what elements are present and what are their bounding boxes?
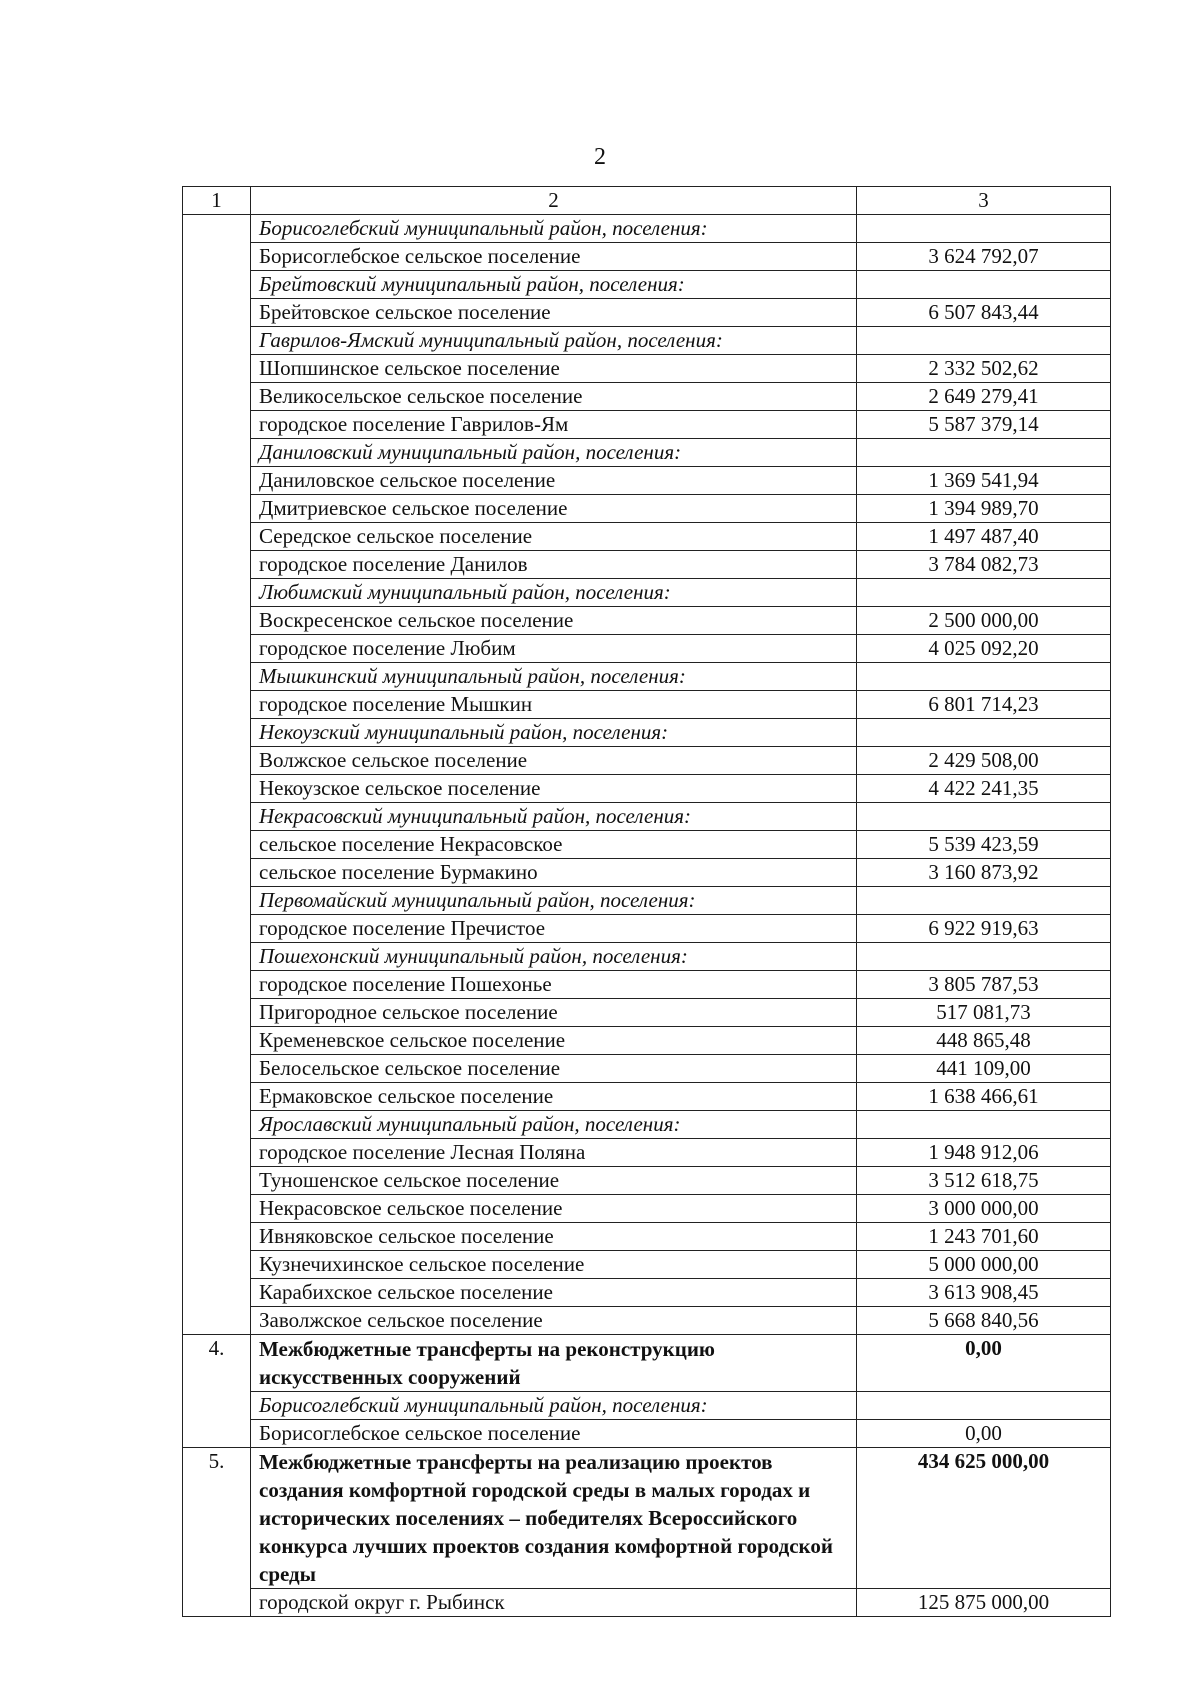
amount-value: 4 025 092,20 (857, 635, 1111, 663)
settlement-row (183, 999, 1111, 1027)
transfers-table (182, 186, 1111, 1617)
district-name: Мышкинский муниципальный район, поселения: (251, 663, 857, 691)
settlement-row (183, 243, 1111, 271)
amount-value (857, 439, 1111, 467)
amount-value: 0,00 (857, 1420, 1111, 1448)
amount-value: 3 000 000,00 (857, 1195, 1111, 1223)
district-row (183, 215, 1111, 243)
settlement-row (183, 607, 1111, 635)
amount-value: 1 243 701,60 (857, 1223, 1111, 1251)
settlement-name: городское поселение Лесная Поляна (251, 1139, 857, 1167)
settlement-name: Воскресенское сельское поселение (251, 607, 857, 635)
row-number-cell (183, 215, 251, 1335)
district-row (183, 943, 1111, 971)
amount-value: 3 512 618,75 (857, 1167, 1111, 1195)
settlement-name: Некрасовское сельское поселение (251, 1195, 857, 1223)
settlement-name: Пригородное сельское поселение (251, 999, 857, 1027)
section-row (183, 1448, 1111, 1589)
settlement-row (183, 495, 1111, 523)
settlement-row (183, 915, 1111, 943)
district-row (183, 579, 1111, 607)
section-title: Межбюджетные трансферты на реализацию проектов создания комфортной городской среды в малых городах и исторических поселениях – победителях Всероссийского конкурса лучших проектов создания комфортной городской среды (251, 1448, 857, 1589)
amount-value (857, 215, 1111, 243)
section-title: Межбюджетные трансферты на реконструкцию искусственных сооружений (251, 1335, 857, 1392)
amount-value: 1 394 989,70 (857, 495, 1111, 523)
district-row (183, 271, 1111, 299)
settlement-name: городское поселение Гаврилов-Ям (251, 411, 857, 439)
amount-value: 2 332 502,62 (857, 355, 1111, 383)
settlement-name: Заволжское сельское поселение (251, 1307, 857, 1335)
settlement-name: Брейтовское сельское поселение (251, 299, 857, 327)
district-name: Брейтовский муниципальный район, поселения: (251, 271, 857, 299)
section-number: 5. (183, 1448, 251, 1617)
amount-value (857, 803, 1111, 831)
amount-value: 2 649 279,41 (857, 383, 1111, 411)
amount-value: 2 500 000,00 (857, 607, 1111, 635)
district-row (183, 719, 1111, 747)
settlement-row (183, 691, 1111, 719)
settlement-row (183, 1307, 1111, 1335)
district-row (183, 327, 1111, 355)
settlement-name: Волжское сельское поселение (251, 747, 857, 775)
amount-value (857, 887, 1111, 915)
settlement-name: городское поселение Пошехонье (251, 971, 857, 999)
amount-value: 1 369 541,94 (857, 467, 1111, 495)
settlement-row (183, 551, 1111, 579)
amount-value (857, 663, 1111, 691)
settlement-row (183, 635, 1111, 663)
settlement-name: Кременевское сельское поселение (251, 1027, 857, 1055)
district-name: Некрасовский муниципальный район, поселения: (251, 803, 857, 831)
settlement-name: Кузнечихинское сельское поселение (251, 1251, 857, 1279)
district-row (183, 1111, 1111, 1139)
district-name: Ярославский муниципальный район, поселения: (251, 1111, 857, 1139)
amount-value: 3 784 082,73 (857, 551, 1111, 579)
settlement-name: Карабихское сельское поселение (251, 1279, 857, 1307)
settlement-row (183, 747, 1111, 775)
district-name: Гаврилов-Ямский муниципальный район, поселения: (251, 327, 857, 355)
settlement-name: городское поселение Любим (251, 635, 857, 663)
amount-value: 5 587 379,14 (857, 411, 1111, 439)
settlement-row (183, 1055, 1111, 1083)
settlement-row (183, 383, 1111, 411)
amount-value: 3 613 908,45 (857, 1279, 1111, 1307)
amount-value: 448 865,48 (857, 1027, 1111, 1055)
settlement-row (183, 467, 1111, 495)
settlement-row (183, 411, 1111, 439)
amount-value (857, 719, 1111, 747)
amount-value: 5 539 423,59 (857, 831, 1111, 859)
header-col-1: 1 (183, 187, 251, 215)
settlement-row (183, 299, 1111, 327)
settlement-row (183, 775, 1111, 803)
table-header-row (183, 187, 1111, 215)
section-number: 4. (183, 1335, 251, 1448)
section-row (183, 1335, 1111, 1392)
amount-value: 441 109,00 (857, 1055, 1111, 1083)
settlement-row (183, 1223, 1111, 1251)
settlement-name: Великосельское сельское поселение (251, 383, 857, 411)
amount-value: 2 429 508,00 (857, 747, 1111, 775)
settlement-row (183, 1420, 1111, 1448)
amount-value: 4 422 241,35 (857, 775, 1111, 803)
header-col-3: 3 (857, 187, 1111, 215)
settlement-row (183, 1139, 1111, 1167)
district-name: Первомайский муниципальный район, поселения: (251, 887, 857, 915)
district-row (183, 663, 1111, 691)
district-row (183, 803, 1111, 831)
header-col-2: 2 (251, 187, 857, 215)
district-name: Пошехонский муниципальный район, поселения: (251, 943, 857, 971)
settlement-name: Борисоглебское сельское поселение (251, 1420, 857, 1448)
district-row (183, 887, 1111, 915)
settlement-row (183, 1279, 1111, 1307)
district-name: Борисоглебский муниципальный район, поселения: (251, 215, 857, 243)
settlement-row (183, 1027, 1111, 1055)
settlement-name: Даниловское сельское поселение (251, 467, 857, 495)
amount-value: 1 497 487,40 (857, 523, 1111, 551)
settlement-name: сельское поселение Некрасовское (251, 831, 857, 859)
amount-value: 3 624 792,07 (857, 243, 1111, 271)
district-name: Любимский муниципальный район, поселения: (251, 579, 857, 607)
settlement-name: сельское поселение Бурмакино (251, 859, 857, 887)
settlement-row (183, 1251, 1111, 1279)
settlement-row (183, 1195, 1111, 1223)
settlement-name: Некоузское сельское поселение (251, 775, 857, 803)
amount-value (857, 1111, 1111, 1139)
settlement-row (183, 1589, 1111, 1617)
settlement-name: Ивняковское сельское поселение (251, 1223, 857, 1251)
district-name: Некоузский муниципальный район, поселения: (251, 719, 857, 747)
amount-value: 6 507 843,44 (857, 299, 1111, 327)
settlement-name: городское поселение Пречистое (251, 915, 857, 943)
amount-value (857, 271, 1111, 299)
amount-value: 517 081,73 (857, 999, 1111, 1027)
amount-value (857, 579, 1111, 607)
amount-value: 3 160 873,92 (857, 859, 1111, 887)
settlement-name: городское поселение Данилов (251, 551, 857, 579)
settlement-name: Дмитриевское сельское поселение (251, 495, 857, 523)
settlement-name: городское поселение Мышкин (251, 691, 857, 719)
amount-value: 125 875 000,00 (857, 1589, 1111, 1617)
amount-value: 1 638 466,61 (857, 1083, 1111, 1111)
amount-value (857, 327, 1111, 355)
amount-value (857, 943, 1111, 971)
district-row (183, 439, 1111, 467)
amount-value: 5 000 000,00 (857, 1251, 1111, 1279)
settlement-name: Шопшинское сельское поселение (251, 355, 857, 383)
page-number: 2 (594, 144, 606, 170)
settlement-row (183, 1083, 1111, 1111)
settlement-row (183, 523, 1111, 551)
amount-value (857, 1392, 1111, 1420)
section-total: 434 625 000,00 (857, 1448, 1111, 1589)
settlement-row (183, 971, 1111, 999)
settlement-name: городской округ г. Рыбинск (251, 1589, 857, 1617)
settlement-name: Ермаковское сельское поселение (251, 1083, 857, 1111)
amount-value: 6 922 919,63 (857, 915, 1111, 943)
district-name: Даниловский муниципальный район, поселения: (251, 439, 857, 467)
district-name: Борисоглебский муниципальный район, поселения: (251, 1392, 857, 1420)
settlement-name: Борисоглебское сельское поселение (251, 243, 857, 271)
settlement-name: Туношенское сельское поселение (251, 1167, 857, 1195)
settlement-name: Середское сельское поселение (251, 523, 857, 551)
amount-value: 3 805 787,53 (857, 971, 1111, 999)
amount-value: 5 668 840,56 (857, 1307, 1111, 1335)
settlement-name: Белосельское сельское поселение (251, 1055, 857, 1083)
settlement-row (183, 831, 1111, 859)
amount-value: 6 801 714,23 (857, 691, 1111, 719)
settlement-row (183, 355, 1111, 383)
settlement-row (183, 859, 1111, 887)
amount-value: 1 948 912,06 (857, 1139, 1111, 1167)
section-total: 0,00 (857, 1335, 1111, 1392)
district-row (183, 1392, 1111, 1420)
settlement-row (183, 1167, 1111, 1195)
